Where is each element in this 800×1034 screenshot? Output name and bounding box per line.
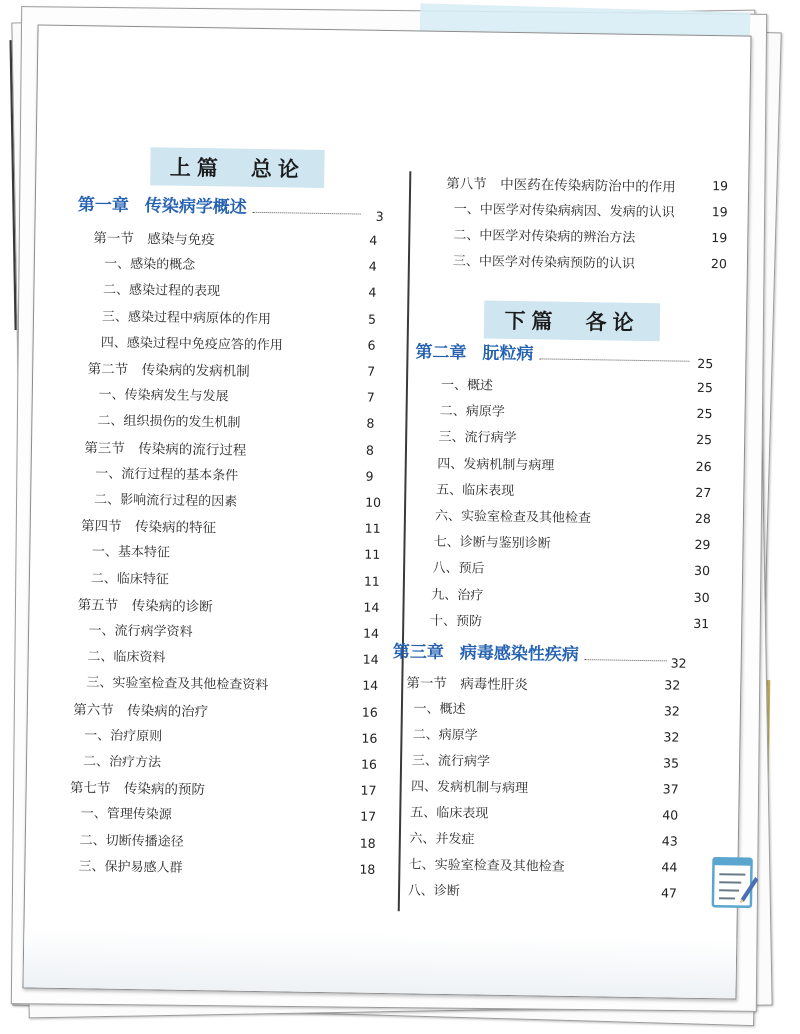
toc-page-number: 35 [662, 755, 680, 771]
chapter-page: 3 [375, 208, 384, 224]
toc-item-title: 一、治疗原则 [84, 728, 163, 745]
toc-item-title: 三、实验室检查及其他检查资料 [86, 675, 269, 694]
column-divider [398, 171, 411, 911]
toc-section-title: 第一节 病毒性肝炎 [406, 675, 528, 694]
toc-page-number: 19 [711, 204, 728, 220]
toc-page-number: 17 [360, 809, 377, 825]
toc-item-title: 八、预后 [432, 561, 485, 577]
toc-page-number: 9 [365, 468, 374, 484]
toc-page-number: 17 [360, 782, 377, 799]
toc-page-number: 7 [367, 363, 376, 379]
toc-page-number: 44 [661, 859, 678, 875]
toc-page-number: 25 [696, 406, 713, 422]
toc-page-number: 16 [361, 704, 378, 720]
chapter-heading [393, 637, 667, 666]
page-footer-band [23, 927, 736, 998]
toc-page-number: 37 [662, 781, 679, 797]
toc-page-number: 16 [361, 730, 378, 746]
toc-item-title: 一、概述 [413, 701, 466, 718]
toc-page-number: 11 [364, 520, 381, 537]
toc-page-number: 8 [366, 416, 375, 432]
toc-item-title: 一、流行病学资料 [88, 623, 193, 640]
toc-page-number: 18 [359, 835, 376, 851]
toc-page-number: 29 [694, 537, 711, 553]
chapter-heading [415, 337, 689, 366]
toc-page-number: 40 [662, 807, 679, 823]
chapter-number: 第一章 [77, 195, 129, 216]
toc-page-number: 14 [363, 599, 380, 615]
toc-item-title: 六、实验室检查及其他检查 [434, 508, 592, 527]
toc-item-title: 二、影响流行过程的因素 [94, 492, 238, 510]
toc-item-title: 一、感染的概念 [104, 256, 196, 274]
toc-page [22, 24, 751, 999]
notepad-pencil-icon [711, 854, 760, 913]
toc-page-number: 20 [710, 256, 727, 272]
chapter-page: 32 [670, 655, 687, 671]
toc-item-title: 二、临床资料 [87, 649, 166, 666]
toc-page-number: 10 [365, 494, 382, 510]
toc-page-number: 32 [663, 703, 680, 719]
toc-page-number: 7 [366, 389, 375, 405]
toc-section-title: 第四节 传染病的特征 [80, 518, 217, 537]
toc-section-title: 第五节 传染病的诊断 [77, 596, 213, 616]
toc-item-title: 二、病原学 [439, 404, 505, 421]
chapter-title: 传染病学概述 [144, 196, 247, 218]
toc-page-number: 30 [693, 563, 711, 579]
toc-item-title: 三、流行病学 [411, 753, 491, 770]
leader-dots [585, 658, 667, 661]
toc-item-title: 一、流行过程的基本条件 [95, 466, 239, 484]
toc-item-title: 三、中医学对传染病预防的认识 [452, 254, 636, 272]
toc-section-title: 第一节 感染与免疫 [93, 230, 215, 249]
toc-item-title: 六、并发症 [409, 831, 475, 848]
toc-item-title: 二、病原学 [412, 727, 478, 744]
toc-page-number: 47 [660, 885, 678, 901]
toc-section-title: 第八节 中医药在传染病防治中的作用 [446, 175, 676, 196]
toc-page-number: 14 [362, 625, 380, 641]
toc-page-number: 4 [368, 258, 377, 274]
toc-item-title: 四、感染过程中免疫应答的作用 [100, 335, 283, 354]
toc-item-title: 八、诊断 [407, 883, 460, 900]
toc-page-number: 8 [365, 442, 375, 458]
toc-page-number: 18 [359, 861, 376, 877]
toc-item-title: 二、临床特征 [90, 570, 169, 588]
toc-item-title: 二、中医学对传染病的辨治方法 [453, 228, 636, 246]
toc-page-number: 14 [362, 678, 379, 694]
chapter-heading [78, 190, 361, 219]
toc-section-title: 第六节 传染病的治疗 [73, 701, 209, 720]
leader-dots [539, 357, 689, 361]
toc-item-title: 一、管理传染源 [80, 806, 172, 824]
toc-page-number: 19 [711, 230, 728, 246]
toc-item-title: 七、诊断与鉴别诊断 [433, 534, 551, 552]
toc-section-title: 第七节 传染病的预防 [69, 780, 206, 799]
toc-page-number: 5 [367, 311, 377, 327]
toc-page-number: 43 [661, 833, 678, 849]
toc-item-title: 五、临床表现 [410, 805, 489, 822]
toc-item-title: 四、发病机制与病理 [437, 456, 555, 474]
toc-page-number: 28 [694, 510, 711, 527]
toc-page-number: 25 [696, 379, 714, 396]
toc-item-title: 三、保护易感人群 [78, 858, 183, 876]
chapter-title: 病毒感染性疾病 [459, 643, 579, 666]
part-title-lower: 下篇 各论 [484, 301, 661, 342]
toc-item-title: 三、流行病学 [438, 430, 517, 447]
toc-page-number: 26 [695, 458, 712, 474]
toc-page-number: 16 [360, 756, 378, 772]
chapter-page: 25 [697, 355, 714, 372]
toc-page-number: 11 [364, 547, 381, 563]
toc-section-title: 第三节 传染病的流行过程 [84, 439, 247, 459]
toc-page-number: 6 [367, 337, 376, 353]
toc-item-title: 一、中医学对传染病病因、发病的认识 [453, 202, 675, 221]
toc-page-number: 30 [693, 589, 710, 605]
toc-page-number: 27 [695, 484, 712, 500]
chapter-number: 第二章 [415, 342, 467, 364]
part-title-upper: 上篇 总论 [150, 147, 325, 188]
toc-section-title: 第二节 传染病的发病机制 [87, 361, 250, 380]
toc-page-number: 11 [363, 573, 380, 589]
toc-page-number: 19 [712, 178, 729, 194]
toc-item-title: 一、传染病发生与发展 [98, 387, 229, 405]
toc-item-title: 一、概述 [440, 377, 494, 394]
toc-item-title: 七、实验室检查及其他检查 [408, 857, 565, 875]
toc-item-title: 二、组织损伤的发生机制 [97, 413, 241, 432]
toc-item-title: 二、感染过程的表现 [102, 282, 221, 300]
toc-page-number: 25 [696, 432, 713, 448]
toc-page-number: 32 [664, 677, 681, 693]
toc-item-title: 五、临床表现 [436, 482, 515, 499]
leader-dots [253, 211, 361, 215]
toc-item-title: 三、感染过程中病原体的作用 [101, 309, 272, 327]
toc-page-number: 4 [369, 232, 378, 248]
toc-page-number: 31 [693, 615, 710, 631]
toc-page-number: 14 [362, 651, 379, 668]
toc-item-title: 四、发病机制与病理 [410, 779, 529, 797]
toc-item-title: 十、预防 [429, 613, 483, 630]
toc-item-title: 二、切断传播途径 [79, 832, 184, 850]
toc-item-title: 九、治疗 [431, 587, 484, 604]
chapter-title: 朊粒病 [482, 343, 534, 365]
toc-item-title: 一、基本特征 [91, 544, 171, 561]
toc-item-title: 二、治疗方法 [82, 754, 162, 771]
chapter-number: 第三章 [392, 642, 444, 663]
toc-page-number: 4 [368, 285, 377, 301]
toc-page-number: 32 [663, 729, 680, 745]
